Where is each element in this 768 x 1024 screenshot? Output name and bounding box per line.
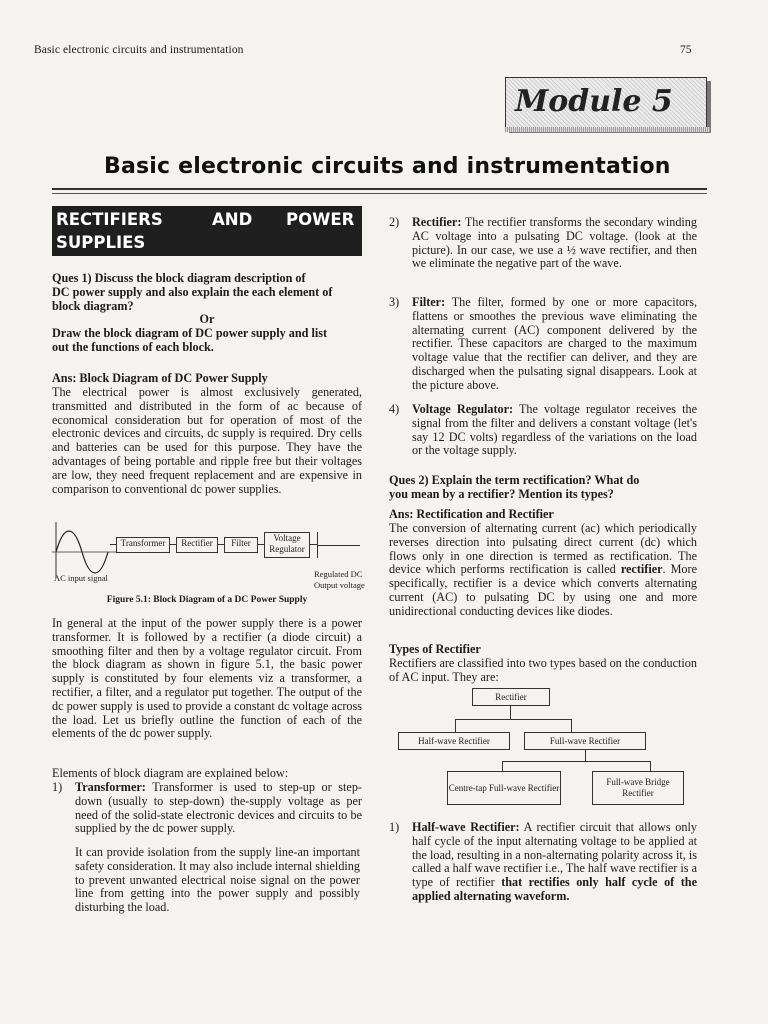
section-heading-word: RECTIFIERS: [56, 210, 163, 229]
tree-connector: [502, 761, 503, 771]
tree-connector: [502, 761, 650, 762]
block-diagram: [52, 518, 372, 598]
transformer-isolation-paragraph: It can provide isolation from the supply line-an important safety consideration. It may also include internal shielding to prevent unwanted electrical noise signal on the power line from getting into the power supply and possibly disturbing the load.: [75, 845, 360, 915]
answer-2-heading: Ans: Rectification and Rectifier: [389, 507, 554, 521]
arrow-line: [257, 544, 264, 545]
tree-node-bridge: Full-wave Bridge Rectifier: [592, 771, 684, 805]
regulated-dc-label: Regulated DC: [314, 569, 363, 579]
tree-connector: [585, 749, 586, 761]
types-intro: Rectifiers are classified into two types based on the conduction of AC input. They are:: [389, 656, 697, 684]
section-heading-word: POWER: [286, 210, 355, 229]
title-rule-thin: [52, 193, 707, 194]
section-heading-word: AND: [212, 210, 253, 229]
list-item-transformer: 1) Transformer: Transformer is used to step-up or step-down (usually to step-down) the-supply voltage as per need of the solid-state electronic devices and circuits to be supplied by the dc power supply.: [52, 780, 362, 836]
tree-connector: [650, 761, 651, 771]
tree-connector: [571, 719, 572, 732]
list-item-voltage-regulator: 4) Voltage Regulator: The voltage regulator receives the signal from the filter and delivers a constant voltage (let's say 12 DC volts) regardless of the variations on the load or the voltage supply.: [389, 402, 698, 458]
list-item-filter: 3) Filter: The filter, formed by one or more capacitors, flattens or smoothes the previous wave eliminating the alternating current (AC) component delivered by the rectifier. These capacitors are charged to the maximum voltage value that the rectifier can deliver, and they are discharged when the pulsating signal disappears. Look at the picture above.: [389, 295, 697, 392]
figure-caption: Figure 5.1: Block Diagram of a DC Power Supply: [106, 595, 308, 605]
answer-1-body: The electrical power is almost exclusively generated, transmitted and distributed in the form of ac because of economical consideration but for operation of most of the electronic devices and circuits, dc supply is required. Dry cells and batteries can be used for this purpose. They have the advantages of being portable and ripple free but their voltages are low, they need frequent replacement and are expensive in comparison to conventional dc power supplies.: [52, 385, 362, 496]
paragraph-power-supply: In general at the input of the power supply there is a power transformer. It is followed by a rectifier (a diode circuit) a smoothing filter and then by a voltage regulator circuit. From the block diagram as shown in figure 5.1, the basic power supply is constituted by four elements viz a transformer, a rectifier, a filter, and a regulator put together. The output of the dc power supply is used to provide a constant dc voltage across the load. Let us briefly outline the function of each of the elements of the dc power supply.: [52, 616, 362, 741]
tree-node-half-wave: Half-wave Rectifier: [398, 732, 510, 750]
ac-input-label: AC input signal: [54, 573, 108, 583]
tree-connector: [455, 719, 456, 732]
rectifier-types-tree: [389, 687, 699, 807]
answer-2-body: The conversion of alternating current (ac) which periodically reverses direction into pulsating direct current (dc) which flows only in one direction is termed as rectification. The device which performs rectification is called rectifier. More specifically, rectifier is a device which converts alternating current (AC) to pulsating DC by using one and more unidirectional conducting devices like diodes.: [389, 521, 697, 618]
tree-node-rectifier: Rectifier: [472, 688, 550, 706]
title-rule: [52, 188, 707, 190]
module-label: Module 5: [515, 84, 673, 119]
block-filter: Filter: [224, 537, 258, 553]
arrow-line: [169, 544, 176, 545]
module-underline: [505, 127, 710, 132]
list-item-half-wave-rectifier: 1) Half-wave Rectifier: A rectifier circuit that allows only half cycle of the input alternating voltage to be applied at the load, resulting in a non-alternating polarity across it, is called a half wave rectifier i.e., The half wave rectifier is a type of rectifier that rectifies only half cycle of the applied alternating waveform.: [389, 820, 697, 903]
list-item-rectifier: 2) Rectifier: The rectifier transforms the secondary winding AC voltage into a pulsating DC voltage. (look at the picture). In our case, we use a ½ wave rectifier, and then we eliminate the negative part of the wave.: [389, 215, 697, 271]
section-heading-line2: SUPPLIES: [56, 233, 146, 252]
arrow-line: [309, 544, 317, 545]
tree-connector: [510, 705, 511, 719]
arrow-line: [217, 544, 224, 545]
output-voltage-label: Output voltage: [314, 580, 365, 590]
question-1: Ques 1) Discuss the block diagram description of DC power supply and also explain the each element of block diagram? Or Draw the block diagram of DC power supply and list out the functions of each block.: [52, 271, 333, 354]
elements-intro: Elements of block diagram are explained below:: [52, 766, 289, 780]
types-heading: Types of Rectifier: [389, 642, 481, 656]
chapter-title: Basic electronic circuits and instrumentation: [104, 154, 671, 179]
answer-1-heading: Ans: Block Diagram of DC Power Supply: [52, 371, 268, 385]
block-voltage-regulator: Voltage Regulator: [264, 532, 310, 558]
tree-connector: [455, 719, 571, 720]
page-number: 75: [680, 44, 692, 56]
block-transformer: Transformer: [116, 537, 170, 553]
tree-node-centre-tap: Centre-tap Full-wave Rectifier: [447, 771, 561, 805]
tree-node-full-wave: Full-wave Rectifier: [524, 732, 646, 750]
block-rectifier: Rectifier: [176, 537, 218, 553]
question-2: Ques 2) Explain the term rectification? What do you mean by a rectifier? Mention its types?: [389, 473, 640, 501]
running-header: Basic electronic circuits and instrumentation: [34, 44, 244, 56]
output-line: [318, 545, 360, 546]
